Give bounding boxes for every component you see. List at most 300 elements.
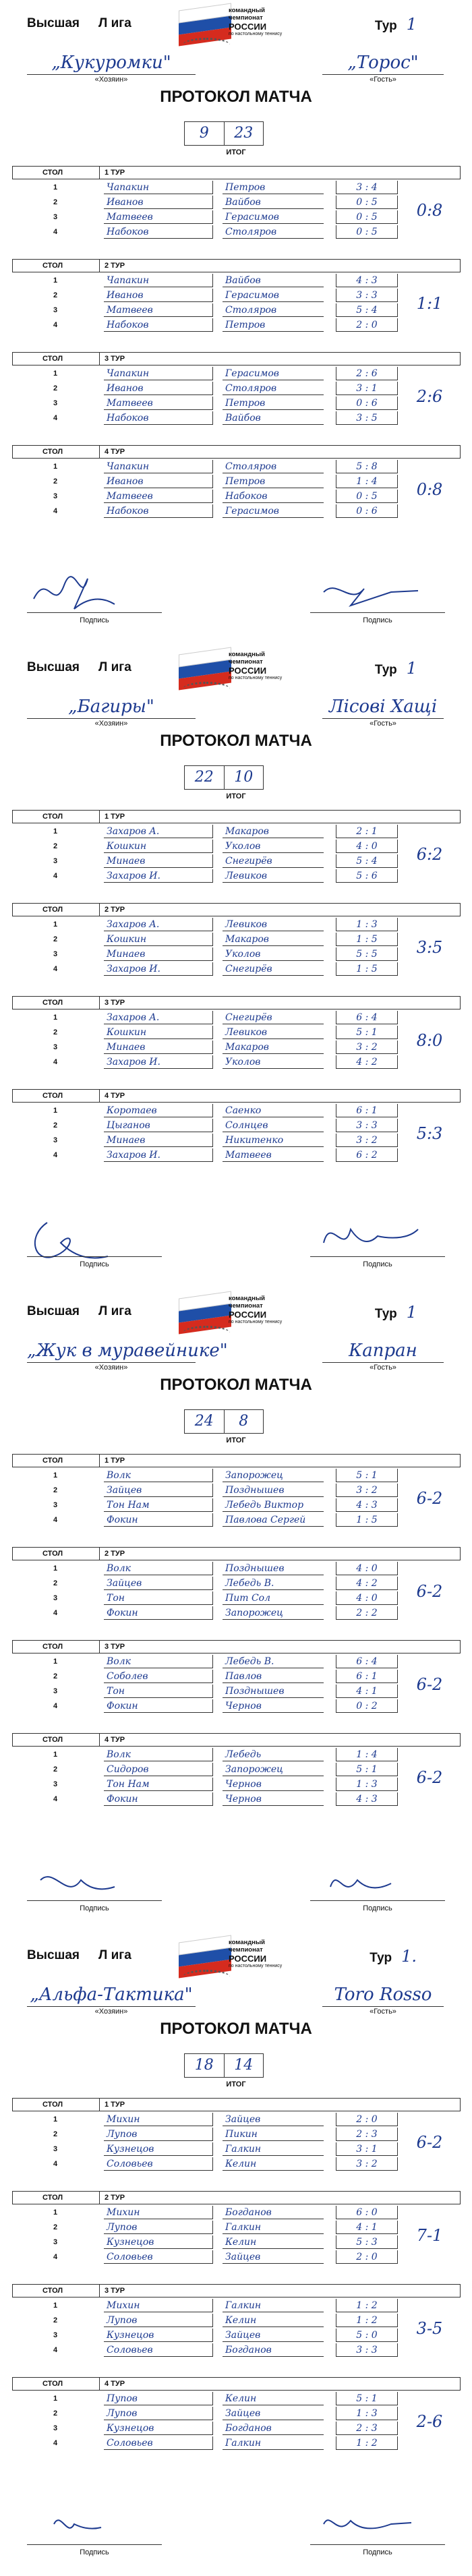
game-score: 4 : 1 — [336, 1685, 398, 1698]
guest-player: Матвеев — [223, 1148, 324, 1162]
game-row — [12, 475, 461, 490]
guest-team — [322, 695, 444, 728]
guest-player: Галкин — [223, 2142, 324, 2156]
game-score: 4 : 3 — [336, 1792, 398, 1806]
guest-player: Левиков — [223, 1026, 324, 1039]
guest-player: Столяров — [223, 303, 324, 317]
game-row — [12, 274, 461, 289]
game-score: 4 : 0 — [336, 840, 398, 853]
table-number: 1 — [53, 1014, 58, 1022]
table-number: 2 — [53, 477, 58, 486]
host-player: Михин — [104, 2206, 213, 2219]
table-number: 4 — [53, 1702, 58, 1710]
table-number: 4 — [53, 965, 58, 973]
game-score: 1 : 5 — [336, 1513, 398, 1527]
round-total: 6-2 — [416, 2133, 443, 2152]
table-number: 3 — [53, 492, 58, 500]
game-score: 4 : 3 — [336, 274, 398, 287]
game-score: 4 : 1 — [336, 2221, 398, 2234]
game-row — [12, 2128, 461, 2142]
guest-player: Келин — [223, 2392, 324, 2405]
guest-player: Набоков — [223, 490, 324, 503]
table-column-header: СТОЛ — [42, 2380, 63, 2388]
game-score: 3 : 5 — [336, 411, 398, 425]
table-column-header: СТОЛ — [42, 262, 63, 270]
table-column-header: СТОЛ — [42, 355, 63, 363]
game-row — [12, 1026, 461, 1041]
signature-scribble-icon — [27, 1216, 162, 1259]
host-player: Захаров И. — [104, 1055, 213, 1069]
table-number: 2 — [53, 1121, 58, 1130]
host-player: Тон — [104, 1685, 213, 1698]
table-number: 3 — [53, 950, 58, 958]
host-caption: «Хозяин» — [94, 1364, 128, 1372]
guest-player: Уколов — [223, 1055, 324, 1069]
guest-player: Макаров — [223, 1041, 324, 1054]
host-team — [27, 695, 196, 728]
host-signature — [27, 1860, 162, 1921]
game-score: 0 : 2 — [336, 1699, 398, 1713]
tour-value: 1. — [401, 1947, 417, 1966]
table-number: 3 — [53, 1780, 58, 1788]
game-score: 1 : 4 — [336, 475, 398, 488]
guest-signature — [310, 2504, 445, 2565]
tour-label: Тур — [374, 663, 397, 677]
game-row — [12, 2329, 461, 2343]
guest-player: Вайбов — [223, 411, 324, 425]
final-score-box — [184, 121, 264, 146]
table-number: 4 — [53, 1516, 58, 1524]
guest-team — [322, 51, 444, 84]
game-row — [12, 1591, 461, 1606]
table-number: 1 — [53, 2208, 58, 2217]
host-player: Зайцев — [104, 1484, 213, 1497]
game-row — [12, 460, 461, 475]
game-row — [12, 2221, 461, 2235]
league-label: Высшая — [27, 16, 80, 30]
final-score-label: ИТОГ — [226, 792, 246, 800]
guest-player: Столяров — [223, 460, 324, 473]
game-row — [12, 1606, 461, 1621]
round-name: 1 ТУР — [105, 169, 125, 177]
round-total: 8:0 — [416, 1031, 443, 1050]
host-player: Волк — [104, 1562, 213, 1575]
signature-scribble-icon — [310, 1860, 445, 1903]
game-row — [12, 397, 461, 411]
round-table — [12, 166, 461, 243]
table-number: 1 — [53, 183, 58, 192]
guest-player: Герасимов — [223, 504, 324, 518]
round-header — [12, 259, 461, 272]
host-caption: «Хозяин» — [94, 2008, 128, 2016]
round-name: 4 ТУР — [105, 448, 125, 456]
game-score: 2 : 0 — [336, 318, 398, 332]
game-row — [12, 181, 461, 196]
host-player: Коротаев — [104, 1104, 213, 1117]
game-score: 0 : 5 — [336, 196, 398, 209]
table-number: 1 — [53, 2302, 58, 2310]
game-row — [12, 2343, 461, 2358]
guest-team — [322, 1983, 444, 2016]
game-row — [12, 2142, 461, 2157]
host-player: Фокин — [104, 1606, 213, 1620]
league-label-suffix: Л ига — [98, 1948, 131, 1962]
guest-team-name: „Торос" — [347, 53, 419, 73]
round-name: 1 ТУР — [105, 1457, 125, 1465]
round-header — [12, 2284, 461, 2297]
host-player: Минаев — [104, 1041, 213, 1054]
table-column-header: СТОЛ — [42, 813, 63, 821]
round-total: 0:8 — [416, 480, 443, 499]
game-row — [12, 962, 461, 977]
table-number: 4 — [53, 2160, 58, 2168]
round-header — [12, 2098, 461, 2111]
round-total: 0:8 — [416, 201, 443, 220]
league-heading — [27, 660, 150, 675]
game-row — [12, 1469, 461, 1484]
tour-number — [375, 1303, 417, 1322]
host-player: Лупов — [104, 2221, 213, 2234]
game-row — [12, 947, 461, 962]
tour-value: 1 — [406, 15, 417, 34]
tour-label: Тур — [374, 19, 397, 33]
guest-player: Запорожец — [223, 1763, 324, 1776]
guest-player: Богданов — [223, 2422, 324, 2435]
tour-label: Тур — [374, 1307, 397, 1321]
final-score-guest: 10 — [234, 769, 254, 786]
game-score: 2 : 3 — [336, 2128, 398, 2141]
game-score: 0 : 6 — [336, 504, 398, 518]
host-player: Чапакин — [104, 181, 213, 194]
signature-label: Подпись — [363, 1260, 392, 1268]
guest-player: Снегирёв — [223, 962, 324, 976]
table-number: 2 — [53, 384, 58, 392]
guest-player: Снегирёв — [223, 854, 324, 868]
guest-player: Чернов — [223, 1699, 324, 1713]
guest-player: Саенко — [223, 1104, 324, 1117]
table-number: 3 — [53, 399, 58, 407]
game-score: 6 : 1 — [336, 1670, 398, 1683]
guest-player: Петров — [223, 475, 324, 488]
table-column-header: СТОЛ — [42, 1457, 63, 1465]
game-score: 5 : 4 — [336, 854, 398, 868]
table-number: 2 — [53, 1579, 58, 1587]
table-number: 1 — [53, 1751, 58, 1759]
host-player: Фокин — [104, 1792, 213, 1806]
table-number: 4 — [53, 2253, 58, 2261]
game-row — [12, 1011, 461, 1026]
table-number: 3 — [53, 2145, 58, 2153]
host-player: Кузнецов — [104, 2235, 213, 2249]
round-total: 6-2 — [416, 1768, 443, 1787]
host-player: Иванов — [104, 196, 213, 209]
table-number: 1 — [53, 463, 58, 471]
game-row — [12, 289, 461, 303]
game-score: 3 : 2 — [336, 1484, 398, 1497]
round-name: 2 ТУР — [105, 262, 125, 270]
table-number: 3 — [53, 1594, 58, 1602]
laurel-icon — [183, 1326, 230, 1340]
guest-player: Левиков — [223, 869, 324, 883]
host-player: Соболев — [104, 1670, 213, 1683]
laurel-icon — [183, 682, 230, 696]
guest-player: Макаров — [223, 933, 324, 946]
league-label: Высшая — [27, 1948, 80, 1962]
game-score: 5 : 0 — [336, 2329, 398, 2342]
game-score: 3 : 2 — [336, 2157, 398, 2171]
round-header — [12, 996, 461, 1009]
game-row — [12, 2157, 461, 2172]
protocol-title: ПРОТОКОЛ МАТЧА — [160, 2020, 312, 2038]
game-score: 6 : 4 — [336, 1011, 398, 1024]
table-number: 3 — [53, 213, 58, 221]
host-player: Фокин — [104, 1699, 213, 1713]
round-name: 4 ТУР — [105, 2380, 125, 2388]
host-player: Тон — [104, 1591, 213, 1605]
round-table — [12, 903, 461, 980]
host-player: Захаров А. — [104, 1011, 213, 1024]
host-caption: «Хозяин» — [94, 720, 128, 728]
game-row — [12, 210, 461, 225]
tour-number — [370, 1947, 417, 1966]
game-score: 4 : 3 — [336, 1498, 398, 1512]
host-caption: «Хозяин» — [94, 76, 128, 84]
signature-scribble-icon — [27, 572, 162, 615]
game-row — [12, 1513, 461, 1528]
table-number: 3 — [53, 2424, 58, 2432]
guest-player: Уколов — [223, 947, 324, 961]
table-number: 3 — [53, 1687, 58, 1695]
guest-player: Зайцев — [223, 2113, 324, 2126]
guest-signature — [310, 572, 445, 633]
guest-team — [322, 1339, 444, 1372]
host-player: Волк — [104, 1748, 213, 1761]
host-player: Кошкин — [104, 933, 213, 946]
guest-player: Галкин — [223, 2436, 324, 2450]
game-row — [12, 411, 461, 426]
game-row — [12, 933, 461, 947]
host-player: Иванов — [104, 475, 213, 488]
round-total: 1:1 — [416, 294, 443, 313]
game-row — [12, 2314, 461, 2329]
game-row — [12, 854, 461, 869]
table-column-header: СТОЛ — [42, 2101, 63, 2109]
guest-team-name: Капран — [349, 1341, 417, 1361]
round-header — [12, 2191, 461, 2204]
game-score: 1 : 2 — [336, 2436, 398, 2450]
game-score: 6 : 2 — [336, 1148, 398, 1162]
host-player: Матвеев — [104, 303, 213, 317]
round-table — [12, 1733, 461, 1810]
host-player: Сидоров — [104, 1763, 213, 1776]
round-total: 6:2 — [416, 845, 443, 864]
signature-label: Подпись — [363, 1904, 392, 1912]
table-column-header: СТОЛ — [42, 999, 63, 1007]
game-score: 5 : 1 — [336, 1469, 398, 1482]
game-row — [12, 367, 461, 382]
host-player: Захаров А. — [104, 918, 213, 931]
round-total: 6-2 — [416, 1489, 443, 1508]
round-total: 6-2 — [416, 1675, 443, 1694]
league-label-suffix: Л ига — [98, 1304, 131, 1318]
round-header — [12, 1089, 461, 1103]
game-score: 3 : 1 — [336, 382, 398, 395]
table-number: 2 — [53, 1765, 58, 1774]
host-team-name: „Багиры" — [68, 697, 154, 717]
table-number: 4 — [53, 321, 58, 329]
signature-scribble-icon — [27, 1860, 162, 1903]
table-number: 3 — [53, 2238, 58, 2246]
game-row — [12, 1055, 461, 1070]
round-total: 2-6 — [416, 2412, 443, 2431]
game-score: 5 : 4 — [336, 303, 398, 317]
table-number: 2 — [53, 1672, 58, 1680]
host-player: Кузнецов — [104, 2142, 213, 2156]
final-score-label: ИТОГ — [226, 148, 246, 156]
game-row — [12, 1685, 461, 1699]
game-row — [12, 1148, 461, 1163]
game-row — [12, 225, 461, 240]
protocol-title: ПРОТОКОЛ МАТЧА — [160, 88, 312, 106]
host-signature — [27, 1216, 162, 1277]
host-player: Лупов — [104, 2407, 213, 2420]
guest-player: Богданов — [223, 2206, 324, 2219]
host-player: Кузнецов — [104, 2422, 213, 2435]
signature-label: Подпись — [80, 2548, 109, 2556]
host-player: Волк — [104, 1655, 213, 1668]
table-number: 3 — [53, 1136, 58, 1144]
table-number: 2 — [53, 935, 58, 943]
host-player: Матвеев — [104, 210, 213, 224]
final-score-guest: 14 — [234, 2057, 254, 2074]
guest-player: Вайбов — [223, 274, 324, 287]
host-player: Чапакин — [104, 460, 213, 473]
table-number: 2 — [53, 2409, 58, 2418]
game-score: 1 : 3 — [336, 918, 398, 931]
host-player: Лупов — [104, 2128, 213, 2141]
round-table — [12, 1089, 461, 1166]
round-table — [12, 2377, 461, 2454]
game-row — [12, 1484, 461, 1498]
game-score: 3 : 3 — [336, 289, 398, 302]
table-number: 1 — [53, 1471, 58, 1480]
final-score-box — [184, 765, 264, 790]
round-table — [12, 1547, 461, 1624]
logo-text: командный чемпионат РОССИИ по настольному теннису — [229, 651, 283, 680]
table-number: 4 — [53, 2346, 58, 2354]
guest-player: Герасимов — [223, 367, 324, 380]
game-score: 2 : 0 — [336, 2113, 398, 2126]
game-row — [12, 918, 461, 933]
host-team-name: „Кукуромки" — [51, 53, 171, 73]
table-column-header: СТОЛ — [42, 906, 63, 914]
table-number: 4 — [53, 507, 58, 515]
table-number: 2 — [53, 2130, 58, 2138]
guest-player: Позднышев — [223, 1562, 324, 1575]
game-row — [12, 2422, 461, 2436]
round-header — [12, 445, 461, 459]
guest-player: Позднышев — [223, 1484, 324, 1497]
game-score: 5 : 6 — [336, 869, 398, 883]
game-row — [12, 1763, 461, 1778]
host-player: Минаев — [104, 854, 213, 868]
game-score: 5 : 1 — [336, 2392, 398, 2405]
game-score: 3 : 3 — [336, 2343, 398, 2357]
league-label: Высшая — [27, 660, 80, 674]
round-name: 2 ТУР — [105, 2194, 125, 2202]
game-row — [12, 1748, 461, 1763]
game-score: 4 : 2 — [336, 1577, 398, 1590]
host-player: Кошкин — [104, 840, 213, 853]
game-score: 5 : 5 — [336, 947, 398, 961]
table-column-header: СТОЛ — [42, 2287, 63, 2295]
table-number: 4 — [53, 1795, 58, 1803]
league-heading — [27, 1304, 150, 1319]
table-number: 3 — [53, 1043, 58, 1051]
game-score: 3 : 2 — [336, 1041, 398, 1054]
table-column-header: СТОЛ — [42, 1092, 63, 1100]
round-table — [12, 996, 461, 1073]
game-row — [12, 1134, 461, 1148]
guest-player: Зайцев — [223, 2407, 324, 2420]
host-player: Цыганов — [104, 1119, 213, 1132]
game-row — [12, 2436, 461, 2451]
final-score-guest: 23 — [234, 125, 254, 142]
host-player: Тон Нам — [104, 1778, 213, 1791]
guest-player: Зайцев — [223, 2250, 324, 2264]
guest-player: Вайбов — [223, 196, 324, 209]
round-table — [12, 1640, 461, 1717]
game-row — [12, 1577, 461, 1591]
table-number: 2 — [53, 842, 58, 850]
guest-player: Зайцев — [223, 2329, 324, 2342]
game-row — [12, 1119, 461, 1134]
host-team — [27, 51, 196, 84]
guest-player: Солнцев — [223, 1119, 324, 1132]
game-score: 5 : 8 — [336, 460, 398, 473]
round-name: 4 ТУР — [105, 1736, 125, 1744]
host-team — [27, 1339, 228, 1372]
guest-player: Лебедь — [223, 1748, 324, 1761]
guest-player: Галкин — [223, 2299, 324, 2312]
final-score-label: ИТОГ — [226, 1436, 246, 1444]
guest-player: Богданов — [223, 2343, 324, 2357]
table-column-header: СТОЛ — [42, 1643, 63, 1651]
guest-player: Келин — [223, 2157, 324, 2171]
game-score: 3 : 4 — [336, 181, 398, 194]
game-row — [12, 2235, 461, 2250]
league-heading — [27, 16, 150, 31]
host-player: Кошкин — [104, 1026, 213, 1039]
tour-number — [375, 15, 417, 34]
host-player: Захаров А. — [104, 825, 213, 838]
guest-player: Лебедь В. — [223, 1655, 324, 1668]
guest-player: Павлова Сергей — [223, 1513, 324, 1527]
host-player: Набоков — [104, 225, 213, 239]
final-score-host: 24 — [185, 1410, 225, 1433]
host-player: Захаров И. — [104, 1148, 213, 1162]
host-player: Соловьев — [104, 2157, 213, 2171]
table-number: 1 — [53, 2115, 58, 2124]
guest-caption: «Гость» — [370, 1364, 396, 1372]
game-score: 6 : 4 — [336, 1655, 398, 1668]
table-number: 2 — [53, 1028, 58, 1036]
game-row — [12, 1041, 461, 1055]
table-number: 4 — [53, 414, 58, 422]
guest-player: Чернов — [223, 1792, 324, 1806]
game-score: 1 : 2 — [336, 2314, 398, 2327]
guest-team-name: Лісові Хащі — [328, 697, 438, 717]
